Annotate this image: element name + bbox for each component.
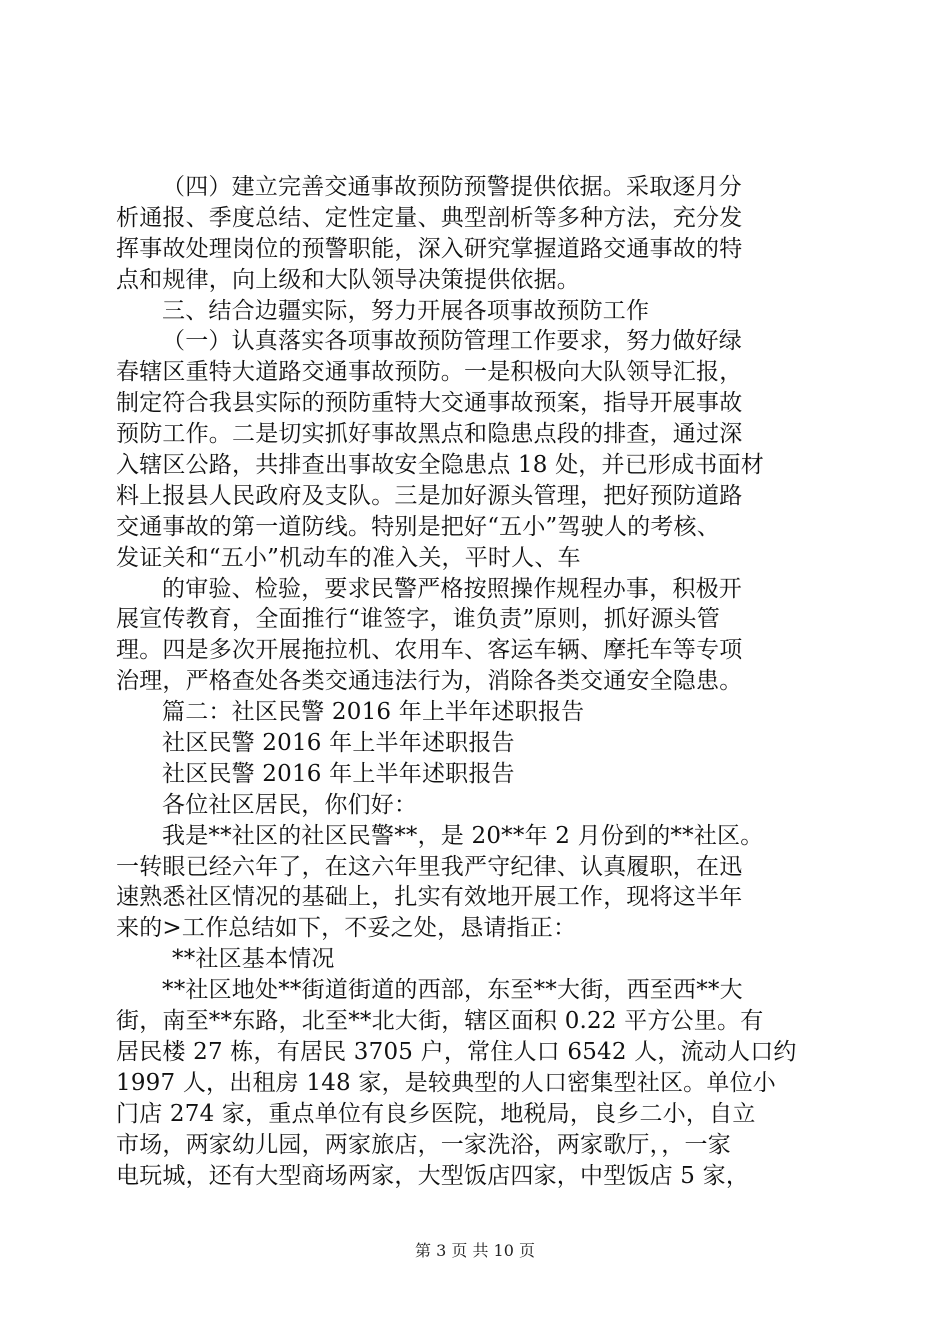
text-line: 的审验、检验，要求民警严格按照操作规程办事，积极开	[162, 575, 742, 602]
text-line: 理。四是多次开展拖拉机、农用车、客运车辆、摩托车等专项	[116, 637, 743, 664]
text-line: 各位社区居民，你们好：	[162, 791, 418, 818]
text-line: 街，南至**东路，北至**北大街，辖区面积 0.22 平方公里。有	[116, 1008, 764, 1035]
document-body	[116, 172, 834, 1191]
text-line: （一）认真落实各项事故预防管理工作要求，努力做好绿	[162, 328, 742, 355]
text-line: 入辖区公路，共排查出事故安全隐患点 18 处，并已形成书面材	[116, 452, 764, 479]
text-line: 治理，严格查处各类交通违法行为，消除各类交通安全隐患。	[116, 668, 743, 695]
text-line: （四）建立完善交通事故预防预警提供依据。采取逐月分	[162, 174, 742, 200]
text-line: 速熟悉社区情况的基础上，扎实有效地开展工作，现将这半年	[116, 884, 743, 911]
text-line: 市场，两家幼儿园，两家旅店，一家洗浴，两家歌厅，，一家	[116, 1131, 731, 1158]
text-line: 1997 人，出租房 148 家，是较典型的人口密集型社区。单位小	[116, 1069, 776, 1096]
text-line: 门店 274 家，重点单位有良乡医院，地税局，良乡二小，自立	[116, 1100, 756, 1127]
text-line: **社区基本情况	[172, 946, 335, 973]
text-line: 析通报、季度总结、定性定量、典型剖析等多种方法，充分发	[116, 204, 743, 231]
text-line: 发证关和“五小”机动车的准入关，平时人、车	[116, 544, 581, 571]
section-heading-basic-info	[116, 944, 834, 975]
text-line: 社区民警 2016 年上半年述职报告	[162, 760, 515, 787]
text-line: 篇二：社区民警 2016 年上半年述职报告	[162, 699, 585, 726]
text-line: 我是**社区的社区民警**，是 20**年 2 月份到的**社区。	[162, 822, 764, 849]
salutation	[116, 790, 834, 821]
text-line: **社区地处**街道街道的西部，东至**大街，西至西**大	[162, 977, 743, 1004]
chapter-heading	[116, 697, 834, 728]
page-number: 第 3 页 共 10 页	[415, 1241, 535, 1260]
page-footer	[0, 1238, 950, 1261]
text-line: 预防工作。二是切实抓好事故黑点和隐患点段的排查，通过深	[116, 421, 743, 448]
report-subtitle	[116, 759, 834, 790]
text-line: 居民楼 27 栋，有居民 3705 户，常住人口 6542 人，流动人口约	[116, 1038, 797, 1065]
text-line: 春辖区重特大道路交通事故预防。一是积极向大队领导汇报，	[116, 359, 743, 386]
text-line: 料上报县人民政府及支队。三是加好源头管理，把好预防道路	[116, 482, 743, 509]
text-line: 点和规律，向上级和大队领导决策提供依据。	[116, 266, 580, 293]
text-line: 挥事故处理岗位的预警职能，深入研究掌握道路交通事故的特	[116, 235, 743, 262]
text-line: 三、结合边疆实际，努力开展各项事故预防工作	[162, 297, 650, 324]
paragraph-prevention-management	[116, 326, 834, 573]
text-line: 来的>工作总结如下，不妥之处，恳请指正：	[116, 915, 577, 942]
section-heading-three	[116, 296, 834, 327]
report-title	[116, 728, 834, 759]
text-line: 电玩城，还有大型商场两家，大型饭店四家，中型饭店 5 家，	[116, 1162, 750, 1189]
text-line: 制定符合我县实际的预防重特大交通事故预案，指导开展事故	[116, 390, 743, 417]
text-line: 交通事故的第一道防线。特别是把好“五小”驾驶人的考核、	[116, 513, 720, 540]
text-line: 社区民警 2016 年上半年述职报告	[162, 730, 515, 757]
paragraph-inspection	[116, 574, 834, 698]
paragraph-accident-warning	[116, 172, 834, 296]
text-line: 展宣传教育，全面推行“谁签字，谁负责”原则，抓好源头管	[116, 606, 720, 633]
text-line: 一转眼已经六年了，在这六年里我严守纪律、认真履职，在迅	[116, 853, 743, 880]
paragraph-introduction	[116, 821, 834, 945]
paragraph-community-info	[116, 975, 834, 1191]
